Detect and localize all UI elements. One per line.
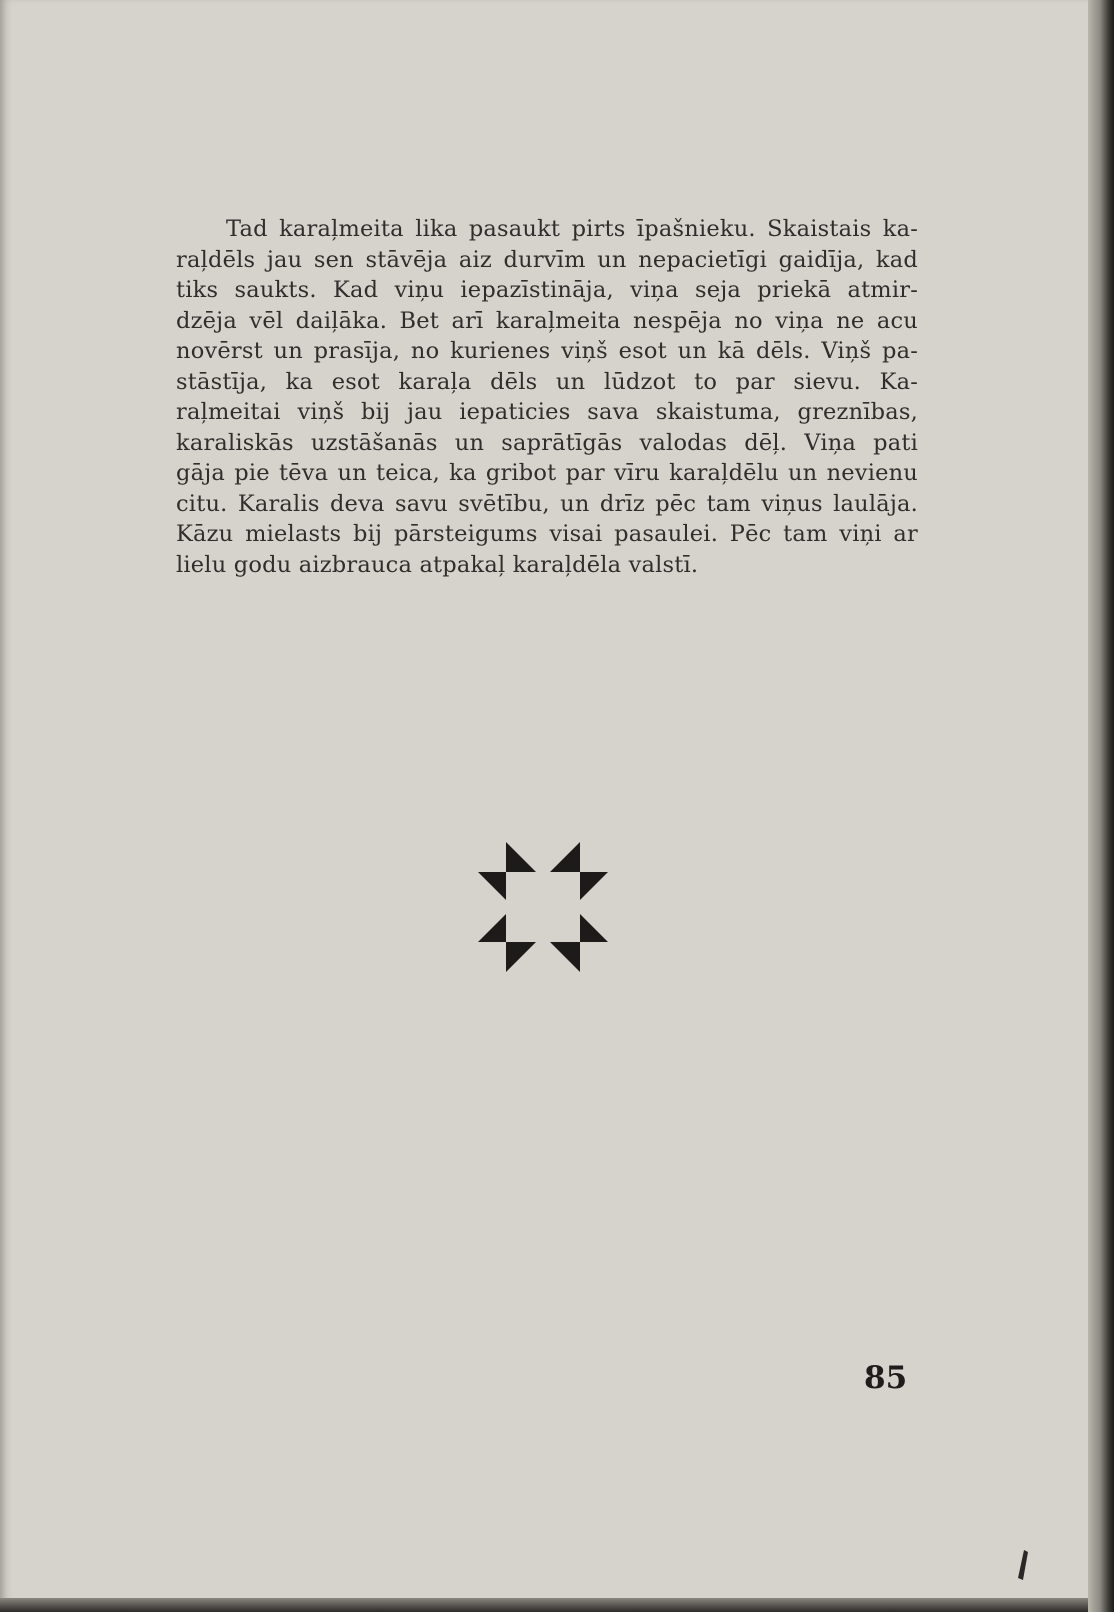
ornament-triangle [580, 914, 608, 942]
page-number: 85 [864, 1360, 908, 1396]
text-line: dzēja vēl daiļāka. Bet arī karaļmeita nespēja no viņa ne acu [176, 307, 918, 334]
text-line: stāstīja, ka esot karaļa dēls un lūdzot to par sievu. Ka- [176, 368, 918, 395]
text-line: raļmeitai viņš bij jau iepaticies sava skaistuma, greznības, [176, 399, 918, 425]
ornament-triangle [550, 842, 580, 872]
star-ornament-icon [478, 842, 608, 972]
text-line: tiks saukts. Kad viņu iepazīstināja, viņa seja priekā atmir- [176, 277, 918, 303]
page-bottom-edge [0, 1598, 1114, 1612]
text-line: karaliskās uzstāšanās un saprātīgās valodas dēļ. Viņa pati [176, 429, 918, 456]
ornament-triangle [550, 942, 580, 972]
ornament-triangle [478, 914, 506, 942]
text-line: lielu godu aizbrauca atpakaļ karaļdēla valstī. [176, 551, 699, 578]
ornament-triangle [506, 842, 536, 872]
text-line: Kāzu mielasts bij pārsteigums visai pasaulei. Pēc tam viņi ar [176, 521, 918, 547]
text-line: novērst un prasīja, no kurienes viņš esot un kā dēls. Viņš pa- [176, 338, 918, 364]
text-line: gāja pie tēva un teica, ka gribot par vīru karaļdēlu un nevienu [176, 460, 918, 486]
ink-mark-icon [1018, 1550, 1028, 1580]
text-line: citu. Karalis deva savu svētību, un drīz pēc tam viņus laulāja. [176, 490, 918, 517]
ornament-triangle [478, 872, 506, 900]
text-line: Tad karaļmeita lika pasaukt pirts īpašnieku. Skaistais ka- [226, 216, 918, 242]
story-paragraph [176, 214, 918, 580]
ornament-triangle [580, 872, 608, 900]
text-line: raļdēls jau sen stāvēja aiz durvīm un nepacietīgi gaidīja, kad [176, 246, 918, 273]
ornament-triangle [506, 942, 536, 972]
